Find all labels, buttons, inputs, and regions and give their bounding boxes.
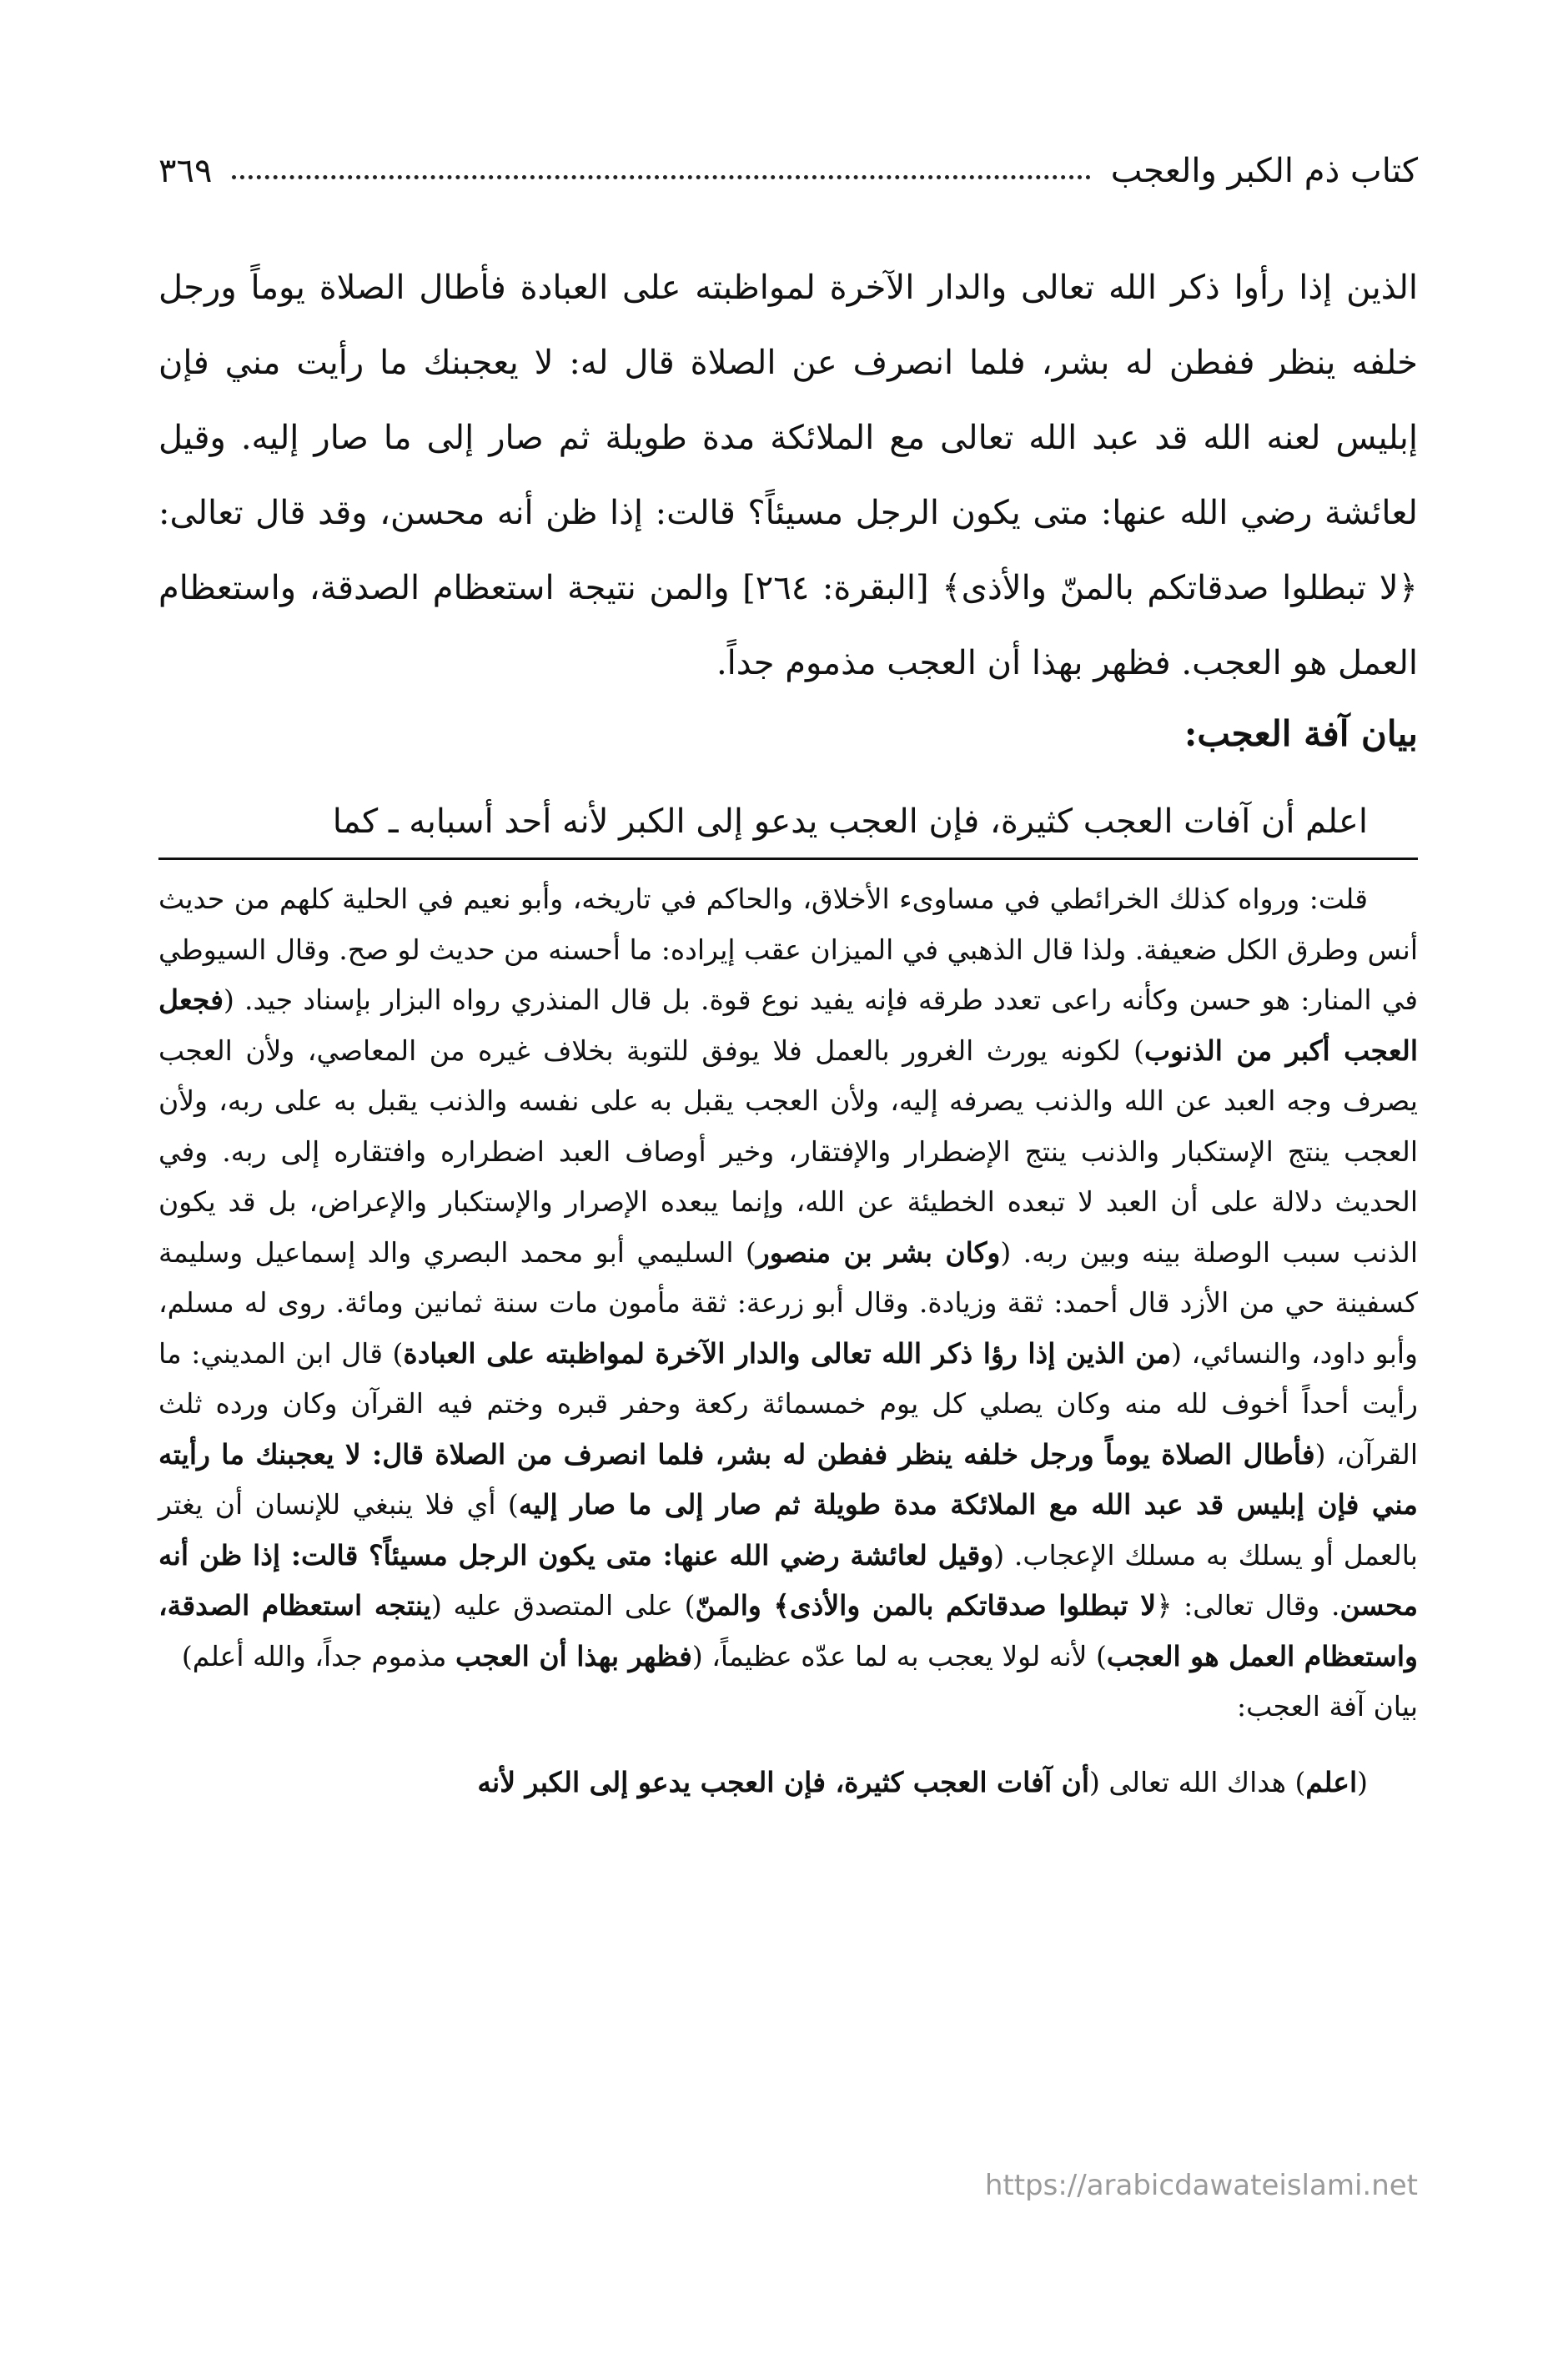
footnote-paragraph (158, 874, 1418, 1682)
page-header (158, 142, 1418, 200)
footnotes (158, 874, 1418, 1808)
footnote-quote: اعلم (1305, 1765, 1358, 1798)
footnote-text: ) هداك الله تعالى ( (1089, 1765, 1306, 1798)
footnote-quote: وكان بشر بن منصور (756, 1235, 1001, 1269)
main-paragraph-2: اعلم أن آفات العجب كثيرة، فإن العجب يدعو إلى الكبر لأنه أحد أسبابه ـ كما (332, 802, 1368, 841)
footnote-quote: لا تبطلوا صدقاتكم بالمن والأذى﴾ والمنّ (695, 1589, 1157, 1622)
footnote-text: ) أي فلا ينبغي للإنسان أن يغتر بالعمل أو يسلك به مسلك الإعجاب. ( (158, 1488, 1418, 1572)
footnote-text: ) لأنه لولا يعجب به لما عدّه عظيماً، ( (691, 1639, 1107, 1672)
footnote-text: ) قال ابن المديني: ما رأيت أحداً أخوف لله منه وكان يصلي كل يوم خمسمائة ركعة وحفر قبره وختم فيه القرآن وكان ورده ثلث القرآن، ( (158, 1336, 1418, 1471)
section-heading: بيان آفة العجب: (1184, 713, 1418, 754)
footnote-paragraph-2 (158, 1758, 1418, 1808)
main-text (158, 250, 1418, 859)
footnote-separator (158, 858, 1418, 860)
footnote-quote: ينتجه استعظام الصدقة، واستعظام العمل هو العجب (158, 1589, 1418, 1672)
page-number: ٣٦٩ (158, 152, 213, 190)
footnote-text: ) على المتصدق عليه ( (430, 1589, 696, 1622)
footnote-text: قلت: ورواه كذلك الخرائطي في مساوىء الأخلاق، والحاكم في تاريخه، وأبو نعيم في الحلية كلهم من حديث أنس وطرق الكل ضعيفة. ولذا قال الذهبي في الميزان عقب إيراده: ما أحسنه من حديث لو صح. وقال السيوطي في المنار: هو حسن وكأنه راعى تعدد طرقه فإنه يفيد نوع قوة. بل قال المنذري رواه البزار بإسناد جيد. ( (158, 883, 1418, 1016)
leader-dots (232, 175, 1090, 179)
footnote-quote: فأطال الصلاة يوماً ورجل خلفه ينظر ففطن له بشر، فلما انصرف من الصلاة قال: لا يعجبنك ما رأيته مني فإن إبليس قد عبد الله مع الملائكة مدة طويلة ثم صار إلى ما صار إليه (158, 1437, 1418, 1521)
footnote-text: مذموم جداً، والله أعلم) (181, 1639, 447, 1672)
footnote-heading: بيان آفة العجب: (1236, 1690, 1418, 1723)
footnote-quote: فجعل العجب أكبر من الذنوب (158, 983, 1418, 1067)
main-paragraph: الذين إذا رأوا ذكر الله تعالى والدار الآخرة لمواظبته على العبادة فأطال الصلاة يوماً ورجل خلفه ينظر ففطن له بشر، فلما انصرف عن الصلاة قال له: لا يعجبنك ما رأيت مني فإن إبليس لعنه الله قد عبد الله تعالى مع الملائكة مدة طويلة ثم صار إلى ما صار إليه. وقيل لعائشة رضي الله عنها: متى يكون الرجل مسيئاً؟ قالت: إذا ظن أنه محسن، وقد قال تعالى: ﴿لا تبطلوا صدقاتكم بالمنّ والأذى﴾ [البقرة: ٢٦٤] والمن نتيجة استعظام الصدقة، واستعظام العمل هو العجب. فظهر بهذا أن العجب مذموم جداً. (158, 269, 1418, 682)
running-title: كتاب ذم الكبر والعجب (1110, 152, 1418, 190)
footnote-quote: وقيل لعائشة رضي الله عنها: متى يكون الرجل مسيئاً؟ قالت: إذا ظن أنه محسن (158, 1538, 1418, 1622)
watermark-url: https://arabicdawateislami.net (984, 2169, 1418, 2202)
footnote-quote: من الذين إذا رؤا ذكر الله تعالى والدار الآخرة لمواظبته على العبادة (403, 1336, 1172, 1370)
footnote-text: ) السليمي أبو محمد البصري والد إسماعيل وسليمة كسفينة حي من الأزد قال أحمد: ثقة وزيادة. وقال أبو زرعة: ثقة مأمون مات سنة ثمانين ومائة. روى له مسلم، وأبو داود، والنسائي، ( (158, 1235, 1418, 1370)
footnote-quote: فظهر بهذا أن العجب (455, 1639, 692, 1672)
footnote-text: . وقال تعالى: ﴿ (1156, 1589, 1340, 1622)
footnote-quote: أن آفات العجب كثيرة، فإن العجب يدعو إلى الكبر لأنه (477, 1765, 1090, 1798)
footnote-text: ( (1357, 1765, 1368, 1798)
footnote-text: ) لكونه يورث الغرور بالعمل فلا يوفق للتوبة بخلاف غيره من المعاصي، ولأن العجب يصرف وجه العبد عن الله والذنب يصرفه إليه، ولأن العجب يقبل به على نفسه والذنب يقبل به على ربه، ولأن العجب ينتج الإستكبار والذنب ينتج الإضطرار والإفتقار، وخير أوصاف العبد اضطراره وافتقاره إلى ربه. وفي الحديث دلالة على أن العبد لا تبعده الخطيئة عن الله، وإنما يبعده الإصرار والإستكبار والإعراض، بل قد يكون الذنب سبب الوصلة بينه وبين ربه. ( (158, 1034, 1418, 1269)
